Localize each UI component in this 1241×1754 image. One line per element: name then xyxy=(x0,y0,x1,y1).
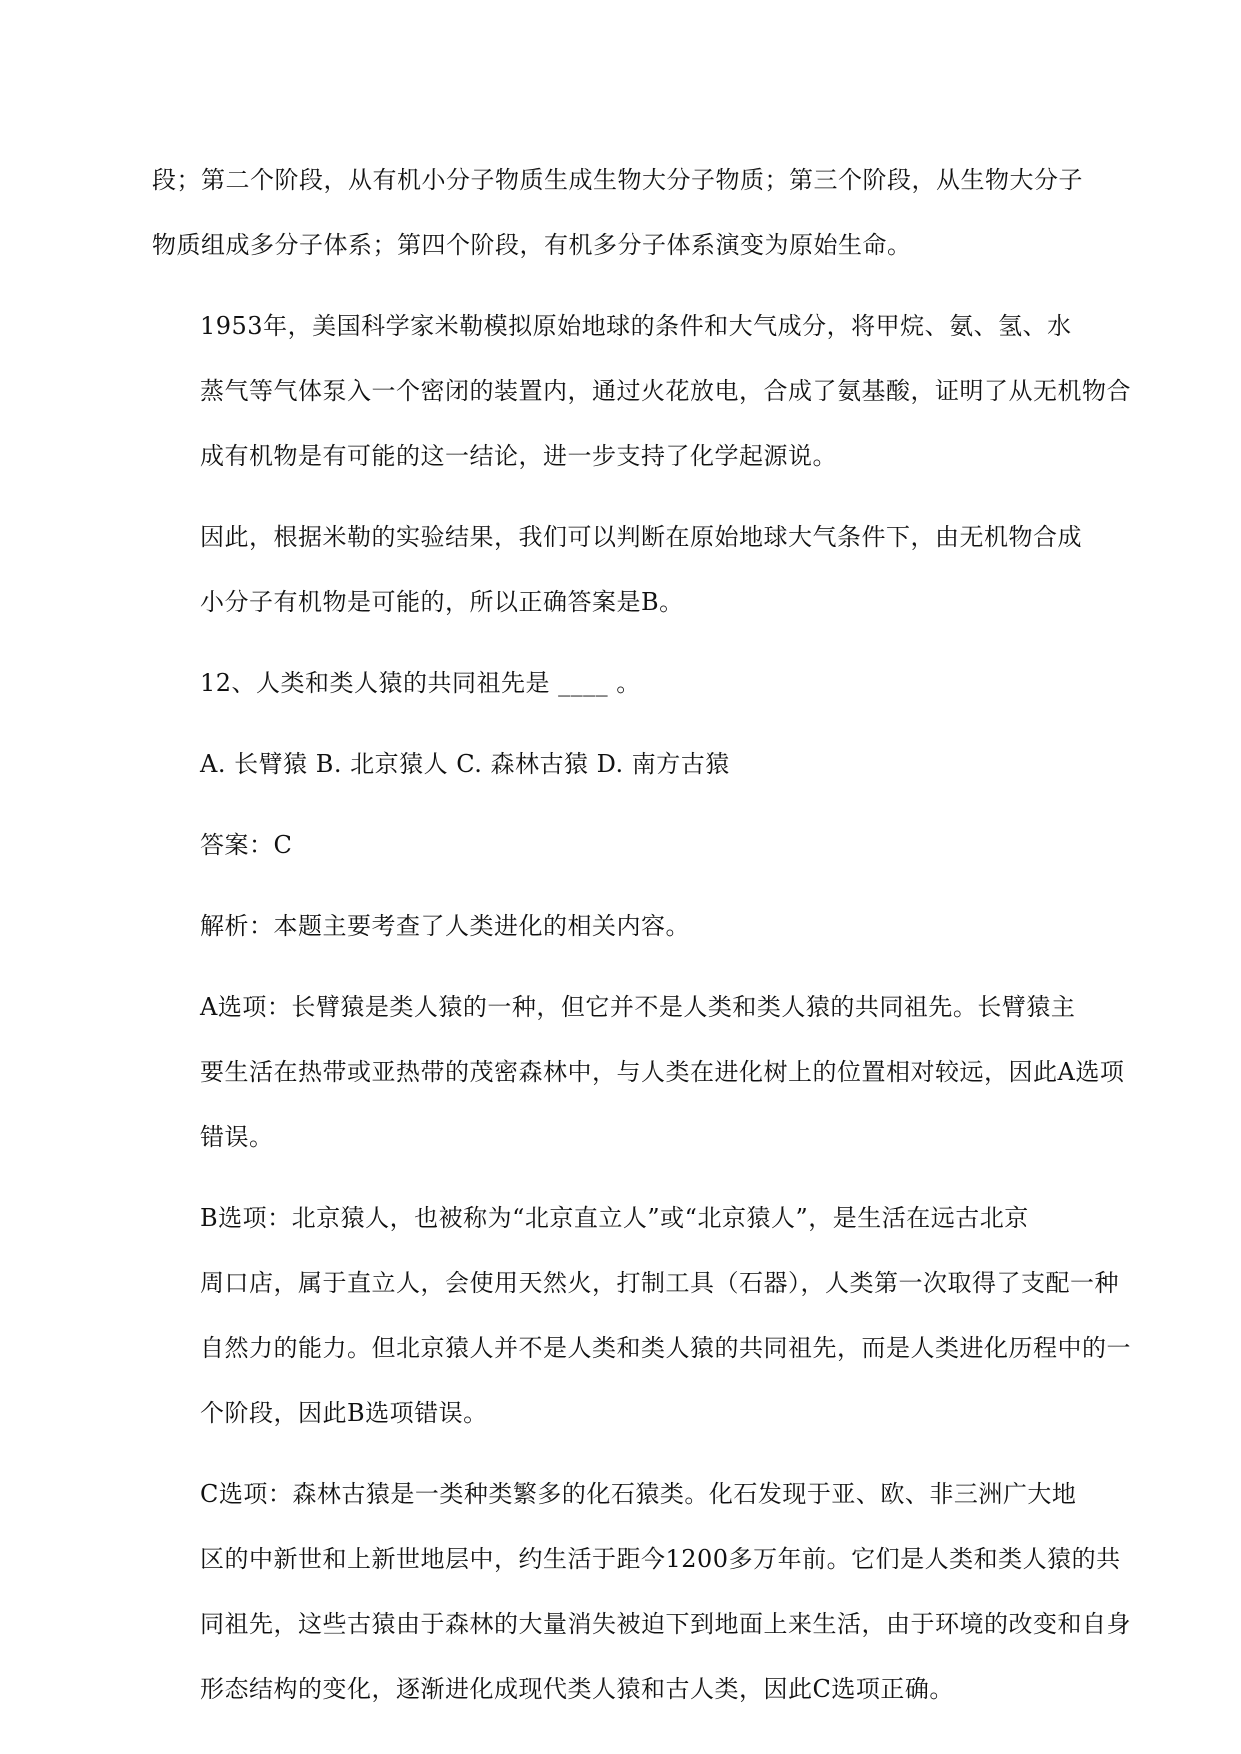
text-line: 要生活在热带或亚热带的茂密森林中，与人类在进化树上的位置相对较远，因此A选项 xyxy=(200,1058,1125,1086)
analysis-intro xyxy=(152,894,1098,959)
analysis-text: 解析：本题主要考查了人类进化的相关内容。 xyxy=(200,912,690,940)
answer-text: 答案：C xyxy=(200,831,293,859)
text-line: B选项：北京猿人，也被称为“北京直立人”或“北京猿人”，是生活在远古北京 xyxy=(200,1204,1029,1232)
text-line: 物质组成多分子体系；第四个阶段，有机多分子体系演变为原始生命。 xyxy=(152,231,912,259)
answer xyxy=(152,813,1098,878)
option-c-explanation xyxy=(152,1462,1131,1722)
text-line: 周口店，属于直立人，会使用天然火，打制工具（石器），人类第一次取得了支配一种 xyxy=(200,1269,1119,1297)
option-b-explanation xyxy=(152,1186,1131,1446)
paragraph-conclusion xyxy=(152,505,1098,635)
text-line: 形态结构的变化，逐渐进化成现代类人猿和古人类，因此C选项正确。 xyxy=(200,1675,954,1703)
text-line: 个阶段，因此B选项错误。 xyxy=(200,1399,488,1427)
option-a-explanation xyxy=(152,975,1125,1170)
text-line: 错误。 xyxy=(200,1123,274,1151)
text-line: 1953年，美国科学家米勒模拟原始地球的条件和大气成分，将甲烷、氨、氢、水 xyxy=(200,312,1072,340)
text-line: A选项：长臂猿是类人猿的一种，但它并不是人类和类人猿的共同祖先。长臂猿主 xyxy=(200,993,1076,1021)
text-line: 成有机物是有可能的这一结论，进一步支持了化学起源说。 xyxy=(200,442,837,470)
text-line: 同祖先，这些古猿由于森林的大量消失被迫下到地面上来生活，由于环境的改变和自身 xyxy=(200,1610,1131,1638)
text-line: C选项：森林古猿是一类种类繁多的化石猿类。化石发现于亚、欧、非三洲广大地 xyxy=(200,1480,1077,1508)
text-line: 自然力的能力。但北京猿人并不是人类和类人猿的共同祖先，而是人类进化历程中的一 xyxy=(200,1334,1131,1362)
text-line: 区的中新世和上新世地层中，约生活于距今1200多万年前。它们是人类和类人猿的共 xyxy=(200,1545,1121,1573)
paragraph-miller-experiment xyxy=(152,294,1131,489)
text-line: 蒸气等气体泵入一个密闭的装置内，通过火花放电，合成了氨基酸，证明了从无机物合 xyxy=(200,377,1131,405)
question-options xyxy=(152,732,1098,797)
paragraph-chemical-origin-stages xyxy=(152,148,1098,278)
text-line: 因此，根据米勒的实验结果，我们可以判断在原始地球大气条件下，由无机物合成 xyxy=(200,523,1082,551)
question-text: 12、人类和类人猿的共同祖先是 ____ 。 xyxy=(200,669,641,697)
text-line: 段；第二个阶段，从有机小分子物质生成生物大分子物质；第三个阶段，从生物大分子 xyxy=(152,166,1083,194)
options-text: A. 长臂猿 B. 北京猿人 C. 森林古猿 D. 南方古猿 xyxy=(200,750,730,778)
text-line: 小分子有机物是可能的，所以正确答案是B。 xyxy=(200,588,684,616)
document-page xyxy=(152,148,1131,1738)
question-12 xyxy=(152,651,1098,716)
